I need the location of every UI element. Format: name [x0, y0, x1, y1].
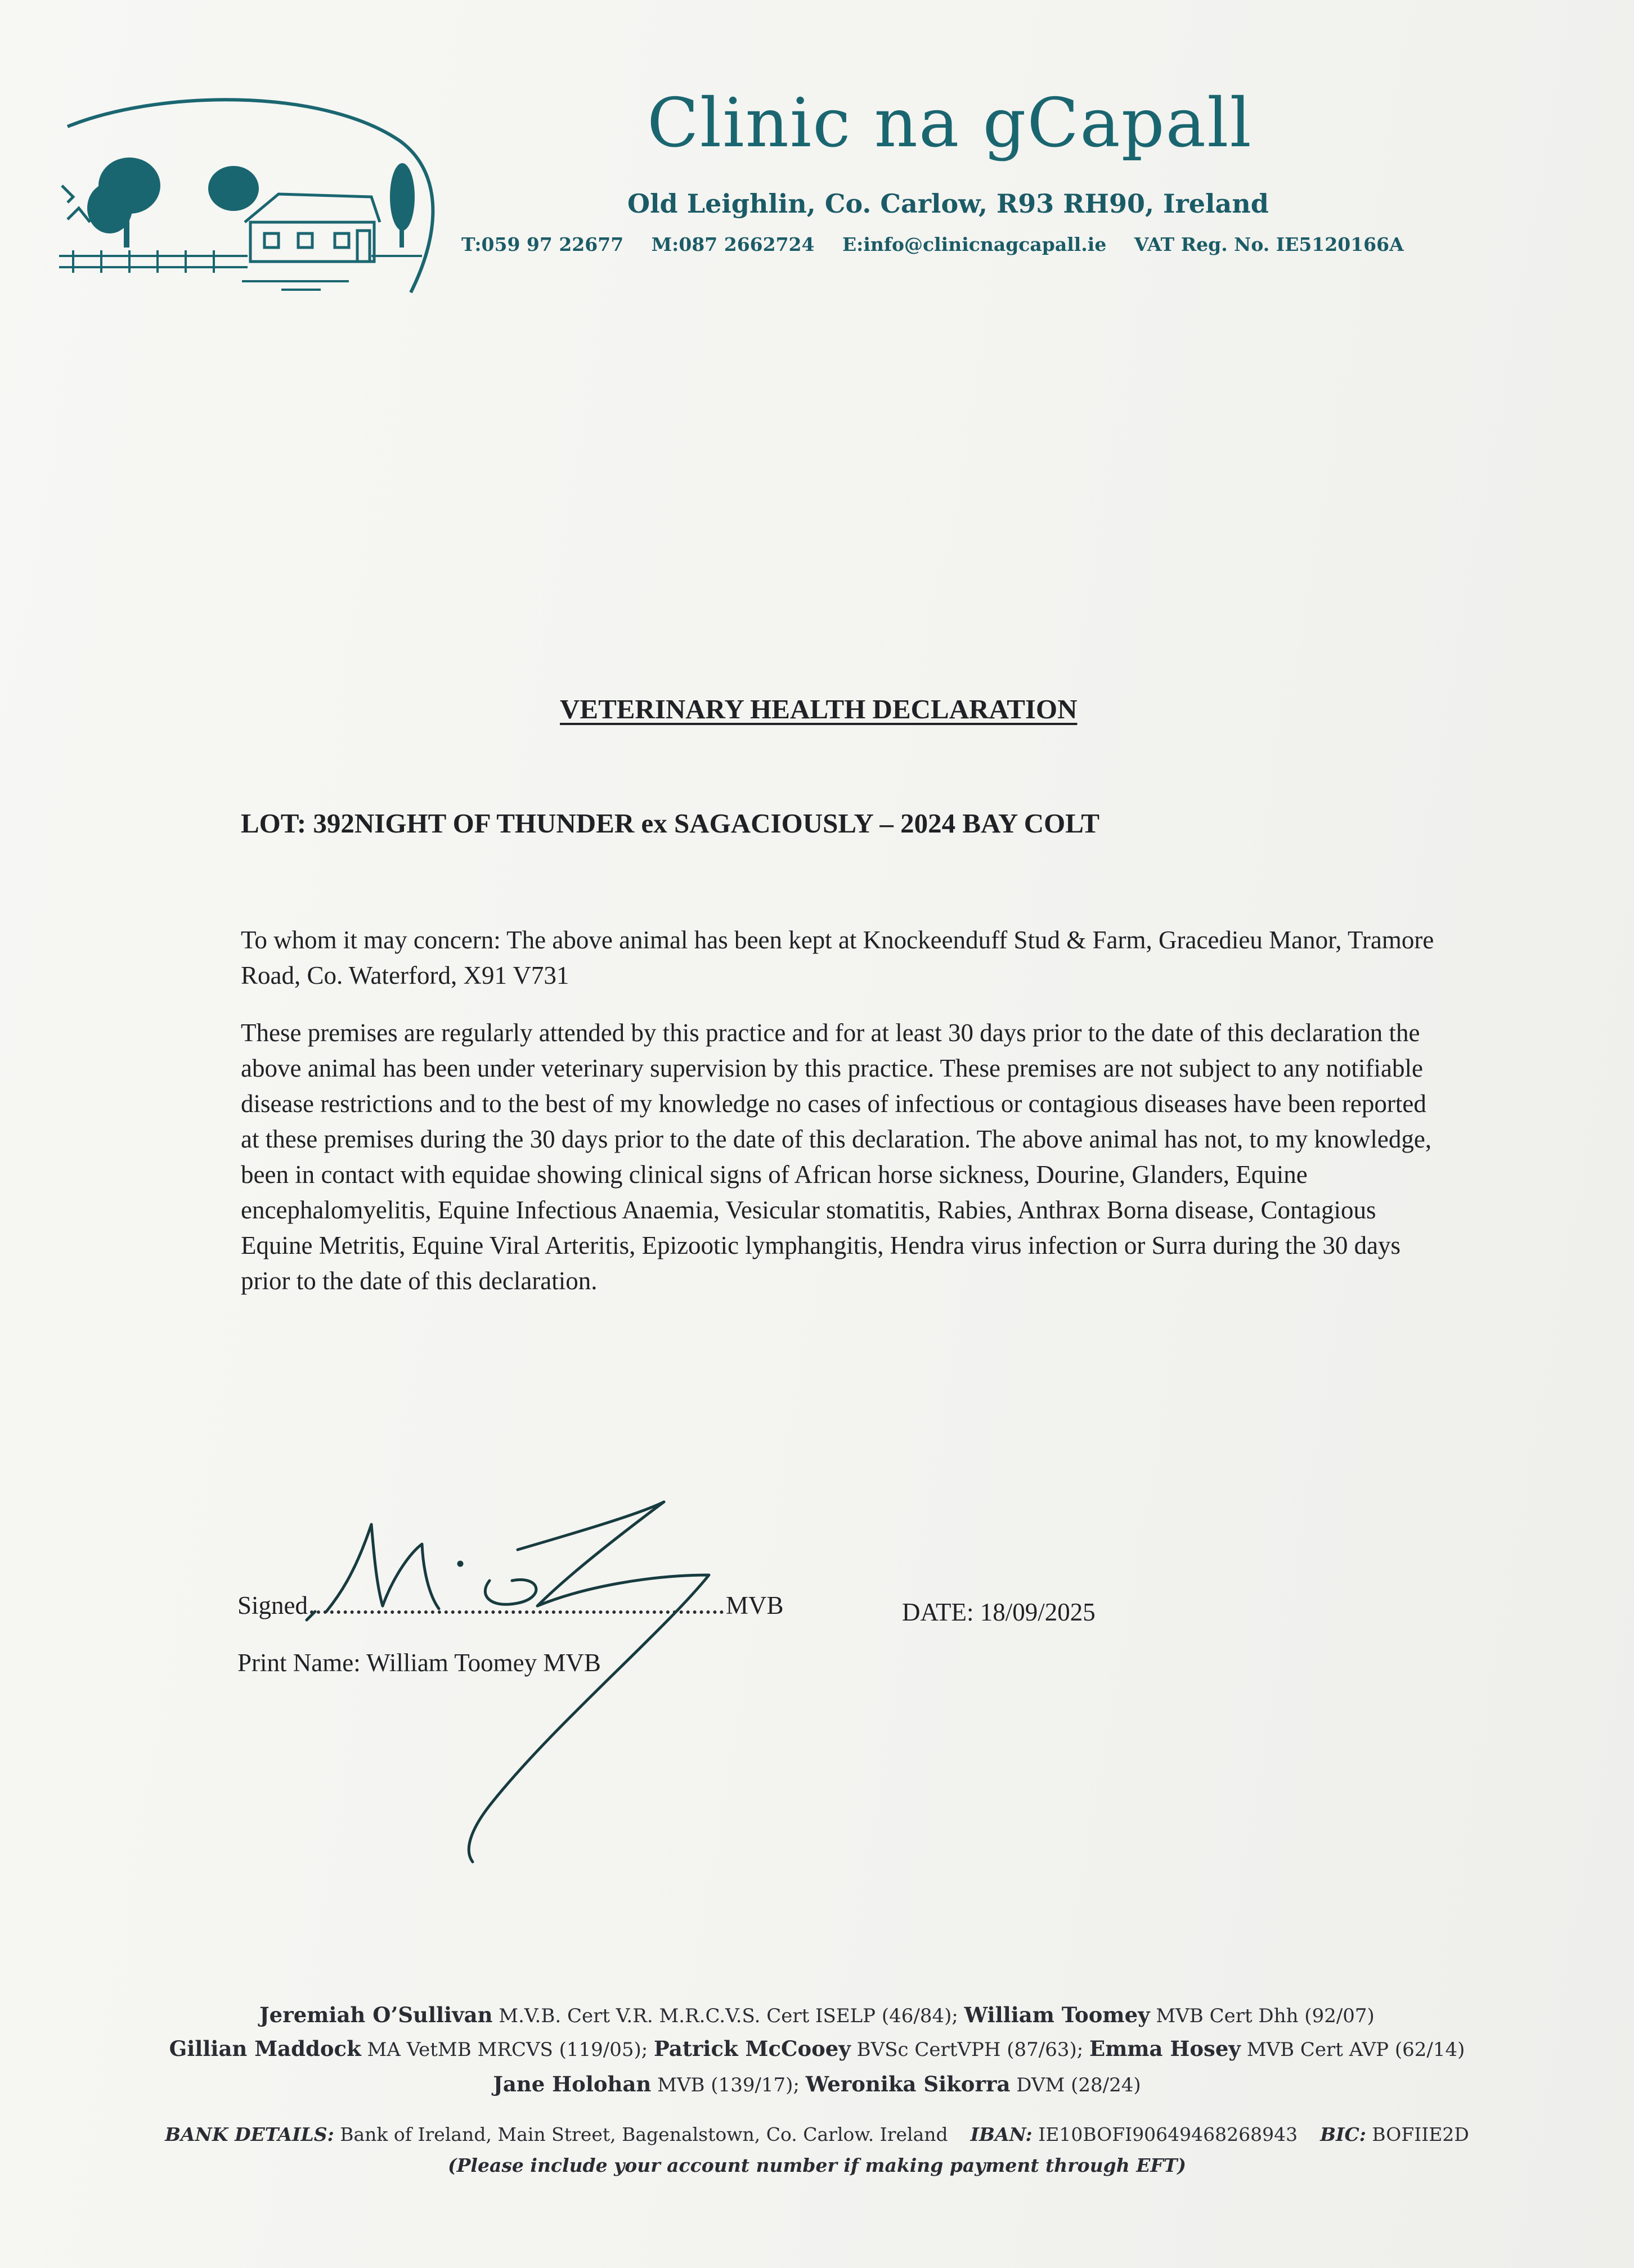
vet-quals: DVM (28/24): [1010, 2074, 1141, 2096]
vet-name: Patrick McCooey: [654, 2036, 851, 2061]
vet-quals: MVB (139/17);: [651, 2074, 806, 2096]
bank-address: Bank of Ireland, Main Street, Bagenalstown, Co. Carlow. Ireland: [334, 2123, 948, 2145]
vet-name: Gillian Maddock: [169, 2036, 361, 2061]
vet-quals: MVB Cert Dhh (92/07): [1150, 2005, 1375, 2027]
vet-quals: M.V.B. Cert V.R. M.R.C.V.S. Cert ISELP (46/84);: [492, 2005, 964, 2027]
signature-dotted-line: [310, 1606, 724, 1614]
vet-name: Jane Holohan: [493, 2072, 652, 2096]
declaration-paragraph: These premises are regularly attended by this practice and for at least 30 days prior to the date of this declaration the above animal has been under veterinary supervision by this practice. These premises are not subject to any notifiable disease restrictions and to the best of my knowledge no cases of infectious or contagious diseases have been reported at these premises during the 30 days prior to the date of this declaration. The above animal has not, to my knowledge, been in contact with equidae showing clinical signs of African horse sickness, Dourine, Glanders, Equine encephalomyelitis, Equine Infectious Anaemia, Vesicular stomatitis, Rabies, Anthrax Borna disease, Contagious Equine Metritis, Equine Viral Arteritis, Epizootic lymphangitis, Hendra virus infection or Surra during the 30 days prior to the date of this declaration.: [241, 1019, 1432, 1295]
farmhouse-landscape-logo: [56, 96, 450, 304]
vet-name: Jeremiah O’Sullivan: [259, 2002, 493, 2027]
vets-line-2: [0, 2036, 1634, 2061]
bic-label: BIC:: [1320, 2123, 1366, 2145]
vet-name: Weronika Sikorra: [805, 2072, 1011, 2096]
mobile-number: M:087 2662724: [651, 233, 815, 255]
handwritten-signature: [304, 1491, 788, 1884]
mvb-suffix: MVB: [726, 1591, 784, 1619]
contact-line: [461, 233, 1425, 255]
clinic-name: Clinic na gCapall: [647, 84, 1253, 163]
vets-line-3: [0, 2072, 1634, 2096]
signed-label: Signed: [237, 1591, 308, 1619]
vet-quals: MA VetMB MRCVS (119/05);: [361, 2038, 654, 2061]
bank-details: [0, 2123, 1634, 2145]
clinic-address: Old Leighlin, Co. Carlow, R93 RH90, Ireland: [627, 188, 1269, 219]
signed-line: [237, 1591, 784, 1620]
intro-paragraph: To whom it may concern: The above animal has been kept at Knockeenduff Stud & Farm, Gracedieu Manor, Tramore Road, Co. Waterford, X91 V731: [241, 926, 1434, 989]
document-title: VETERINARY HEALTH DECLARATION: [560, 694, 1078, 724]
vet-quals: BVSc CertVPH (87/63);: [850, 2038, 1090, 2061]
vets-line-1: [0, 2002, 1634, 2027]
bank-details-label: BANK DETAILS:: [165, 2123, 334, 2145]
vet-name: Emma Hosey: [1089, 2036, 1241, 2061]
print-name: Print Name: William Toomey MVB: [237, 1649, 601, 1677]
phone-number: T:059 97 22677: [461, 233, 624, 255]
iban-label: IBAN:: [970, 2123, 1033, 2145]
payment-note: (Please include your account number if making payment through EFT): [448, 2154, 1186, 2176]
vet-quals: MVB Cert AVP (62/14): [1240, 2038, 1465, 2061]
lot-heading: LOT: 392NIGHT OF THUNDER ex SAGACIOUSLY – 2024 BAY COLT: [241, 808, 1100, 839]
declaration-date: DATE: 18/09/2025: [902, 1598, 1096, 1626]
vat-number: VAT Reg. No. IE5120166A: [1134, 233, 1404, 255]
email-address: E:info@clinicnagcapall.ie: [842, 233, 1107, 255]
bic-value: BOFIIE2D: [1366, 2123, 1469, 2145]
iban-value: IE10BOFI90649468268943: [1032, 2123, 1298, 2145]
vet-name: William Toomey: [964, 2002, 1150, 2027]
